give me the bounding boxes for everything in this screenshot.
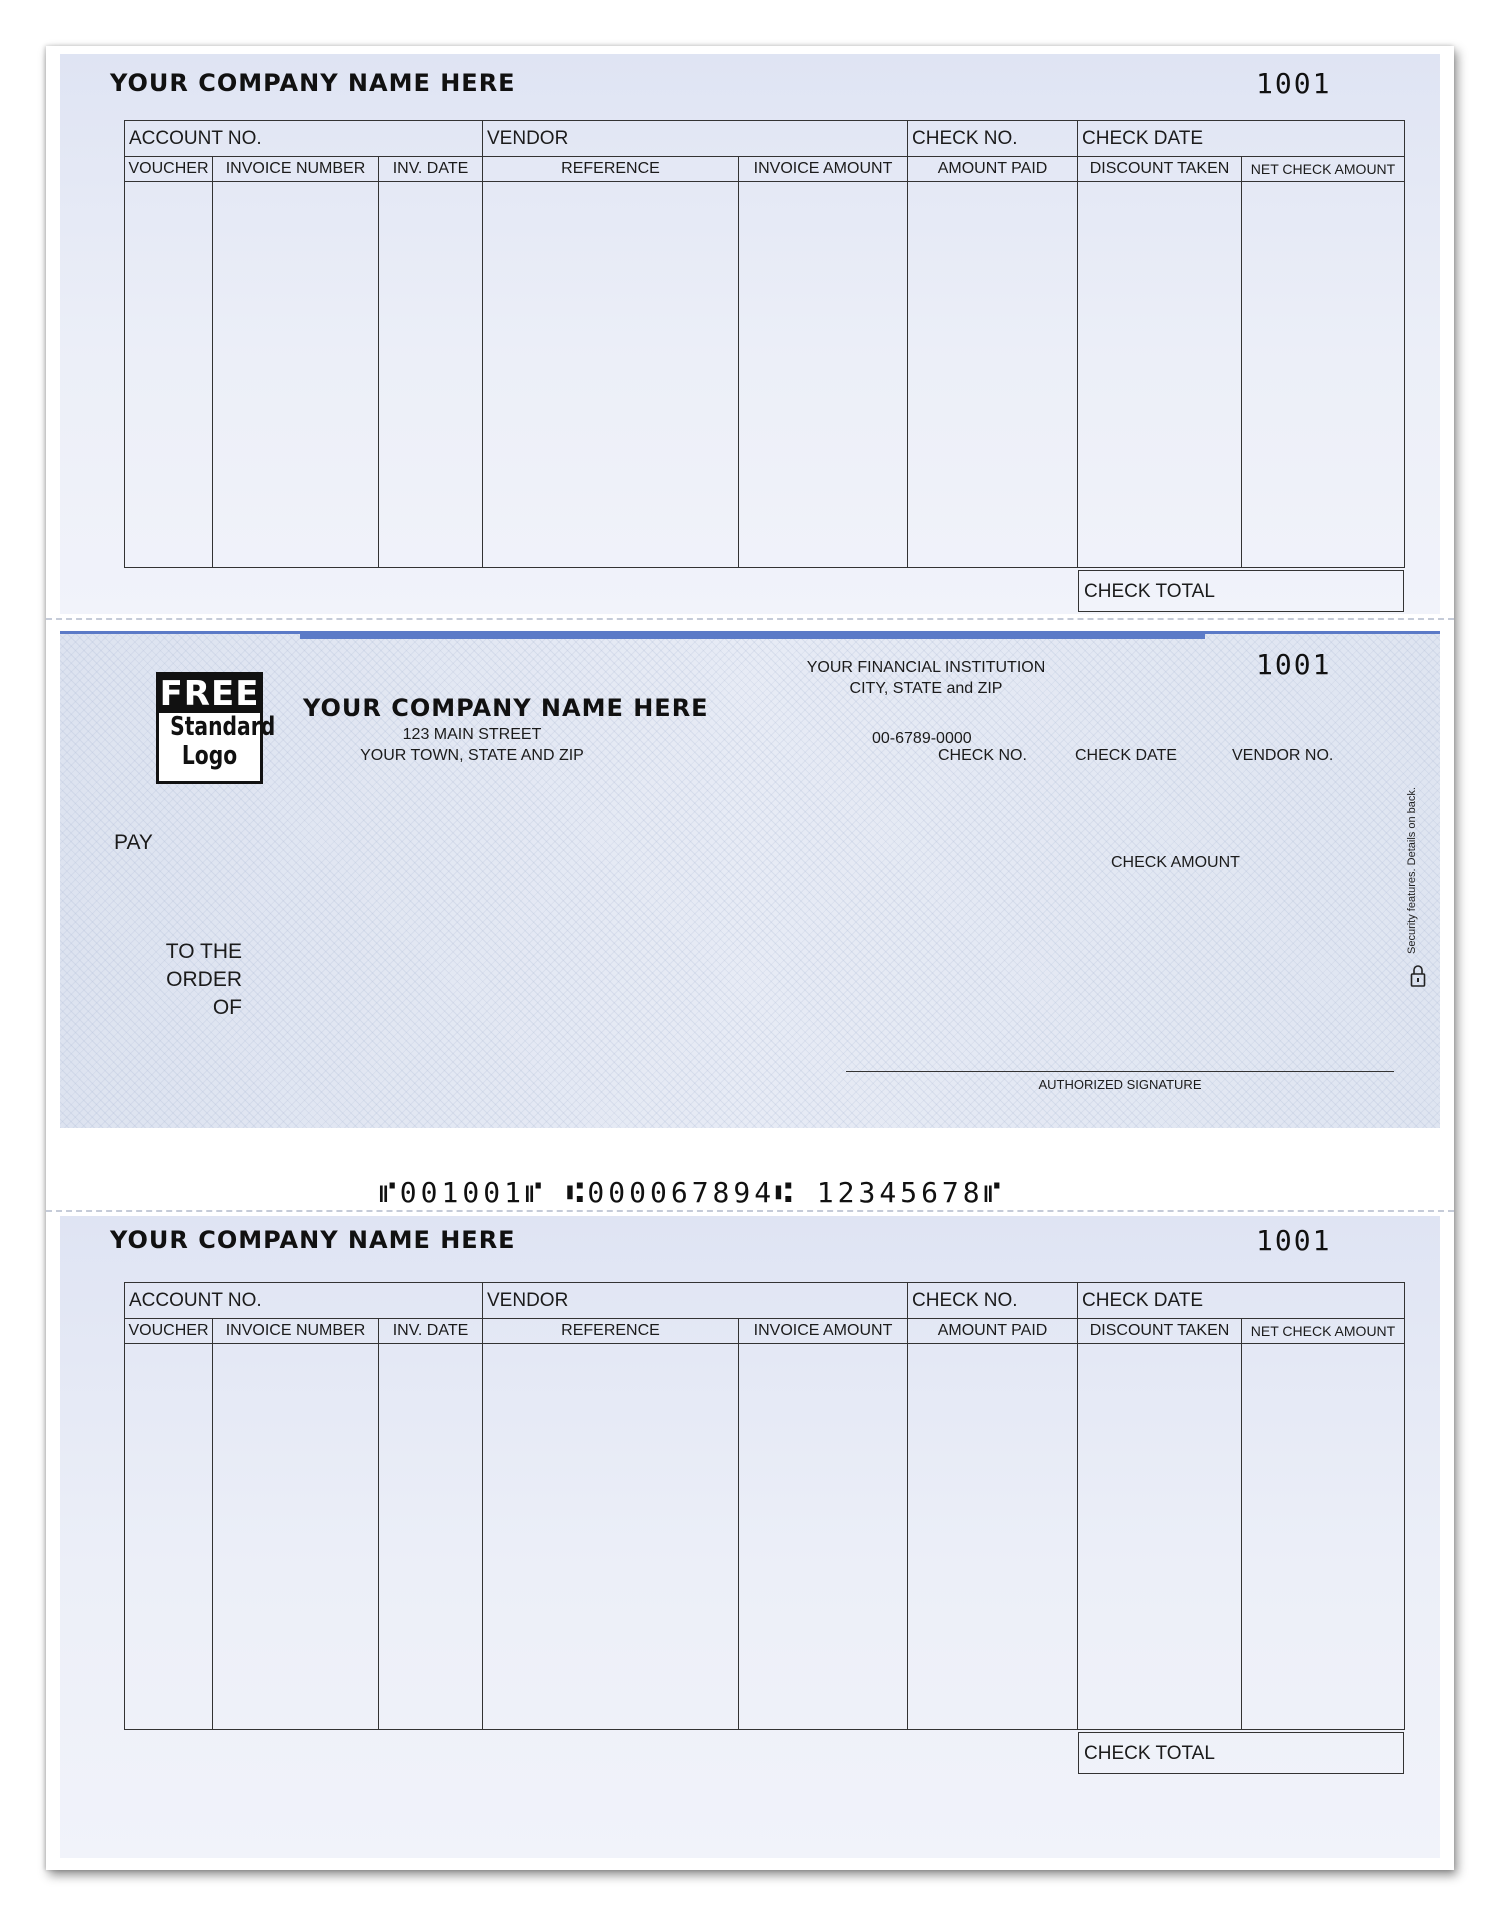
invoice-number-column-header: INVOICE NUMBER xyxy=(213,157,379,182)
bank-city-state-zip: CITY, STATE and ZIP xyxy=(849,680,1003,697)
company-address-line1: 123 MAIN STREET xyxy=(402,726,542,743)
stub-check-number: 1001 xyxy=(1256,67,1332,100)
reference-column-header: REFERENCE xyxy=(483,157,739,182)
check-date-header: CHECK DATE xyxy=(1078,1283,1405,1319)
check-total-box: CHECK TOTAL xyxy=(1078,570,1404,612)
check-company-name: YOUR COMPANY NAME HERE xyxy=(303,694,709,722)
logo-free-text: FREE xyxy=(159,674,260,714)
vendor-header: VENDOR xyxy=(483,1283,908,1319)
micr-line: ⑈001001⑈ ⑆000067894⑆ 12345678⑈ xyxy=(379,1176,1005,1209)
check-total-box: CHECK TOTAL xyxy=(1078,1732,1404,1774)
net-check-amount-column-header: NET CHECK AMOUNT xyxy=(1242,157,1405,182)
bank-name: YOUR FINANCIAL INSTITUTION xyxy=(806,659,1046,676)
pay-label: PAY xyxy=(114,831,153,854)
voucher-column-header: VOUCHER xyxy=(125,157,213,182)
stub-column-header-row xyxy=(125,157,1405,182)
bottom-stub xyxy=(60,1216,1440,1858)
check-check-number: 1001 xyxy=(1256,648,1332,681)
order-label: ORDER xyxy=(166,968,242,991)
stub-detail-table xyxy=(124,1282,1405,1730)
inv-date-column-header: INV. DATE xyxy=(379,1319,483,1344)
security-features-note: Security features. Details on back. xyxy=(1406,787,1418,954)
stub-header-row xyxy=(125,1283,1405,1319)
invoice-number-column-header: INVOICE NUMBER xyxy=(213,1319,379,1344)
check-accent-band xyxy=(300,631,1205,639)
stub-entry-area xyxy=(125,182,1405,568)
stub-company-name: YOUR COMPANY NAME HERE xyxy=(110,1226,516,1254)
reference-column-header: REFERENCE xyxy=(483,1319,739,1344)
check-sheet xyxy=(46,46,1454,1870)
amount-paid-column-header: AMOUNT PAID xyxy=(908,1319,1078,1344)
check-body xyxy=(60,631,1440,1128)
discount-taken-column-header: DISCOUNT TAKEN xyxy=(1078,157,1242,182)
account-no-header: ACCOUNT NO. xyxy=(125,1283,483,1319)
logo-logo-text: Logo xyxy=(181,741,238,771)
amount-paid-column-header: AMOUNT PAID xyxy=(908,157,1078,182)
check-date-header: CHECK DATE xyxy=(1078,121,1405,157)
vendor-header: VENDOR xyxy=(483,121,908,157)
to-the-label: TO THE xyxy=(165,940,242,963)
net-check-amount-column-header: NET CHECK AMOUNT xyxy=(1242,1319,1405,1344)
authorized-signature-label: AUTHORIZED SIGNATURE xyxy=(1038,1077,1202,1092)
vendor-no-label: VENDOR NO. xyxy=(1232,747,1334,764)
invoice-amount-column-header: INVOICE AMOUNT xyxy=(739,1319,908,1344)
check-amount-label: CHECK AMOUNT xyxy=(1111,854,1240,871)
lock-icon xyxy=(1410,964,1426,988)
perforation-line xyxy=(46,1210,1454,1212)
voucher-column-header: VOUCHER xyxy=(125,1319,213,1344)
stub-company-name: YOUR COMPANY NAME HERE xyxy=(110,69,516,97)
inv-date-column-header: INV. DATE xyxy=(379,157,483,182)
stub-check-number: 1001 xyxy=(1256,1224,1332,1257)
account-no-header: ACCOUNT NO. xyxy=(125,121,483,157)
of-label: OF xyxy=(212,996,242,1019)
stub-detail-table xyxy=(124,120,1405,568)
perforation-line xyxy=(46,618,1454,620)
check-no-label: CHECK NO. xyxy=(938,747,1027,764)
routing-fraction: 00-6789-0000 xyxy=(872,730,972,747)
company-logo xyxy=(156,672,276,784)
stub-header-row xyxy=(125,121,1405,157)
stub-column-header-row xyxy=(125,1319,1405,1344)
signature-line xyxy=(846,1071,1394,1072)
top-stub xyxy=(60,54,1440,614)
discount-taken-column-header: DISCOUNT TAKEN xyxy=(1078,1319,1242,1344)
invoice-amount-column-header: INVOICE AMOUNT xyxy=(739,157,908,182)
check-no-header: CHECK NO. xyxy=(908,121,1078,157)
company-address-line2: YOUR TOWN, STATE AND ZIP xyxy=(360,747,584,764)
stub-entry-area xyxy=(125,1344,1405,1730)
check-no-header: CHECK NO. xyxy=(908,1283,1078,1319)
check-date-label: CHECK DATE xyxy=(1075,747,1177,764)
logo-standard-text: Standard xyxy=(170,712,276,742)
